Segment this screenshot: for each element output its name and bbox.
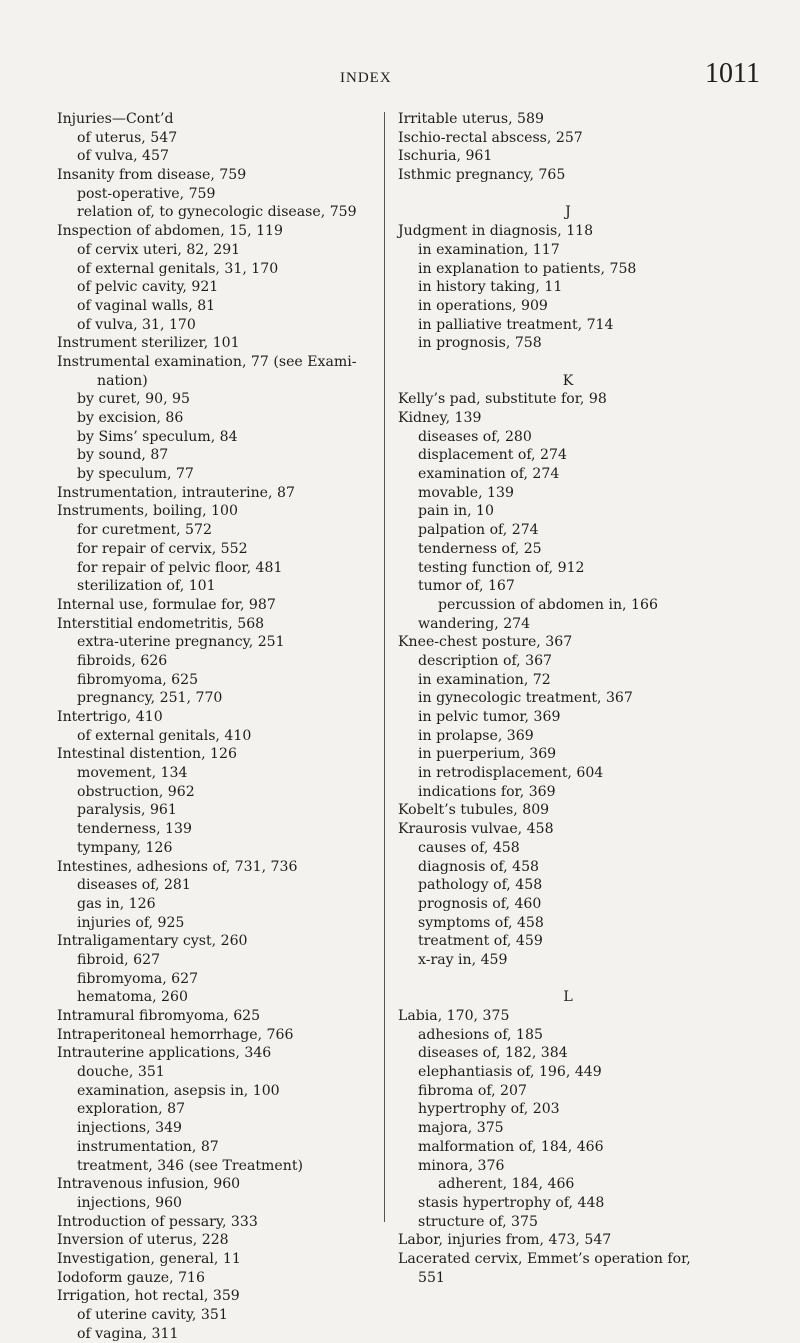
index-subentry: prognosis of, 460	[418, 895, 542, 912]
index-entry: Insanity from disease, 759	[57, 167, 247, 184]
index-entry: Inspection of abdomen, 15, 119	[57, 223, 283, 240]
index-entry: Labor, injuries from, 473, 547	[398, 1232, 612, 1249]
index-subentry: in puerperium, 369	[418, 746, 557, 763]
index-entry: Intestines, adhesions of, 731, 736	[57, 858, 298, 875]
index-subentry: wandering, 274	[418, 615, 531, 632]
index-entry: Internal use, formulae for, 987	[57, 596, 276, 613]
index-subentry: by speculum, 77	[77, 466, 194, 483]
index-subentry: in pelvic tumor, 369	[418, 709, 561, 726]
index-subentry: for curetment, 572	[77, 522, 212, 539]
column-divider	[384, 112, 385, 1222]
index-subentry: pain in, 10	[418, 503, 494, 520]
index-subentry: fibroid, 627	[77, 951, 161, 968]
index-subentry: symptoms of, 458	[418, 914, 544, 931]
index-entry: Instrument sterilizer, 101	[57, 335, 240, 352]
index-entry: Ischio-rectal abscess, 257	[398, 129, 583, 146]
index-subentry: of uterus, 547	[77, 129, 178, 146]
index-entry: Instrumentation, intrauterine, 87	[57, 484, 295, 501]
index-subentry: elephantiasis of, 196, 449	[418, 1064, 602, 1081]
index-subentry: in palliative treatment, 714	[418, 316, 614, 333]
index-subentry: by Sims’ speculum, 84	[77, 428, 238, 445]
index-entry: Ischuria, 961	[398, 148, 493, 165]
index-entry: Instruments, boiling, 100	[57, 503, 238, 520]
index-entry: Intrauterine applications, 346	[57, 1045, 272, 1062]
index-subentry: hematoma, 260	[77, 989, 188, 1006]
index-column-right	[398, 110, 768, 1287]
index-subentry: diseases of, 281	[77, 877, 191, 894]
index-subentry: of uterine cavity, 351	[77, 1307, 228, 1323]
index-subentry: causes of, 458	[418, 839, 520, 856]
index-subentry: extra-uterine pregnancy, 251	[77, 634, 285, 651]
index-subentry: of vulva, 31, 170	[77, 316, 196, 333]
index-subentry: examination of, 274	[418, 466, 560, 483]
index-subentry: of external genitals, 410	[77, 727, 252, 744]
index-subentry: exploration, 87	[77, 1101, 186, 1118]
index-subentry: fibroma of, 207	[418, 1082, 527, 1099]
index-subentry: by sound, 87	[77, 447, 169, 464]
index-subentry: instrumentation, 87	[77, 1138, 219, 1155]
index-subentry: pregnancy, 251, 770	[77, 690, 223, 707]
index-subentry: in operations, 909	[418, 297, 548, 314]
index-subentry: treatment of, 459	[418, 933, 543, 950]
index-subentry: adhesions of, 185	[418, 1026, 543, 1043]
index-subentry: movement, 134	[77, 765, 188, 782]
section-letter: J	[565, 204, 571, 221]
index-entry: Intraperitoneal hemorrhage, 766	[57, 1026, 294, 1043]
index-subentry: of vulva, 457	[77, 148, 169, 165]
index-entry: Interstitial endometritis, 568	[57, 615, 265, 632]
index-entry: Intertrigo, 410	[57, 709, 163, 725]
index-entry: Lacerated cervix, Emmet’s operation for,	[398, 1250, 691, 1267]
index-entry: Labia, 170, 375	[398, 1008, 510, 1025]
index-subentry: by excision, 86	[77, 410, 184, 426]
index-entry: Intramural fibromyoma, 625	[57, 1008, 261, 1024]
index-subentry: paralysis, 961	[77, 802, 177, 819]
index-subentry: in prolapse, 369	[418, 727, 534, 744]
index-subentry: fibromyoma, 627	[77, 970, 199, 987]
index-subentry: injections, 349	[77, 1120, 183, 1137]
index-subentry: pathology of, 458	[418, 877, 543, 894]
index-subentry: structure of, 375	[418, 1213, 538, 1230]
index-subentry: testing function of, 912	[418, 559, 585, 576]
index-entry: Kidney, 139	[398, 410, 482, 427]
index-subentry: 551	[418, 1269, 445, 1286]
index-subentry: by curet, 90, 95	[77, 391, 190, 408]
index-subentry: post-operative, 759	[77, 185, 216, 202]
index-entry: Inversion of uterus, 228	[57, 1232, 229, 1249]
index-subentry: for repair of pelvic floor, 481	[77, 559, 283, 576]
index-subentry: description of, 367	[418, 652, 553, 669]
index-entry: Injuries—Cont’d	[57, 111, 174, 127]
spacer	[398, 185, 768, 204]
index-entry: Instrumental examination, 77 (see Exami-	[57, 353, 357, 370]
index-subentry: sterilization of, 101	[77, 578, 216, 595]
index-subentry: injections, 960	[77, 1194, 183, 1211]
index-entry: Intestinal distention, 126	[57, 746, 237, 763]
index-subentry: diseases of, 280	[418, 428, 532, 445]
index-subentry: injuries of, 925	[77, 914, 185, 931]
index-subentry: tympany, 126	[77, 839, 173, 856]
index-subentry: x-ray in, 459	[418, 951, 508, 968]
section-letter: L	[563, 989, 573, 1006]
index-subentry: relation of, to gynecologic disease, 759	[77, 204, 357, 221]
page-number: 1011	[705, 58, 760, 89]
index-subentry: in explanation to patients, 758	[418, 260, 637, 277]
index-subentry: tenderness, 139	[77, 821, 192, 838]
index-entry: Isthmic pregnancy, 765	[398, 167, 566, 184]
index-subentry: in gynecologic treatment, 367	[418, 690, 633, 707]
index-subentry: stasis hypertrophy of, 448	[418, 1194, 605, 1211]
spacer	[398, 970, 768, 989]
index-subentry: fibromyoma, 625	[77, 671, 199, 688]
index-subentry: in examination, 72	[418, 671, 551, 688]
index-entry: Judgment in diagnosis, 118	[398, 223, 594, 240]
index-subentry: of external genitals, 31, 170	[77, 260, 279, 277]
index-subentry: tumor of, 167	[418, 578, 515, 595]
index-entry: Intravenous infusion, 960	[57, 1176, 241, 1193]
index-subentry: adherent, 184, 466	[438, 1176, 575, 1193]
index-subentry: indications for, 369	[418, 783, 556, 800]
index-entry: Kobelt’s tubules, 809	[398, 802, 550, 819]
index-subentry: in retrodisplacement, 604	[418, 765, 604, 782]
page-header	[0, 58, 800, 100]
index-subentry: obstruction, 962	[77, 783, 195, 800]
running-head-title: INDEX	[340, 70, 392, 86]
index-subentry: of pelvic cavity, 921	[77, 279, 219, 296]
index-subentry: movable, 139	[418, 484, 514, 501]
index-subentry: palpation of, 274	[418, 522, 539, 539]
index-entry: Irritable uterus, 589	[398, 111, 544, 127]
index-entry: Investigation, general, 11	[57, 1250, 241, 1267]
index-entry: Irrigation, hot rectal, 359	[57, 1288, 240, 1305]
index-subentry: majora, 375	[418, 1120, 504, 1137]
index-subentry: for repair of cervix, 552	[77, 540, 248, 557]
index-subentry: gas in, 126	[77, 895, 156, 912]
section-letter: K	[562, 372, 574, 389]
index-subentry: of vaginal walls, 81	[77, 297, 216, 314]
index-subentry: minora, 376	[418, 1157, 505, 1174]
index-entry: Knee-chest posture, 367	[398, 634, 573, 651]
index-entry: Kelly’s pad, substitute for, 98	[398, 391, 607, 408]
index-subentry: douche, 351	[77, 1064, 165, 1081]
index-subentry: tenderness of, 25	[418, 540, 542, 557]
index-subentry: in prognosis, 758	[418, 335, 542, 352]
index-entry: Kraurosis vulvae, 458	[398, 821, 554, 838]
index-subentry: hypertrophy of, 203	[418, 1101, 560, 1118]
index-subentry: of cervix uteri, 82, 291	[77, 241, 241, 258]
index-subentry: of vagina, 311	[77, 1325, 179, 1342]
index-subentry: treatment, 346 (see Treatment)	[77, 1157, 303, 1174]
index-subentry: percussion of abdomen in, 166	[438, 596, 658, 613]
index-subentry: diseases of, 182, 384	[418, 1045, 568, 1062]
index-subentry: in examination, 117	[418, 241, 560, 258]
index-subentry: fibroids, 626	[77, 652, 168, 669]
index-entry: Iodoform gauze, 716	[57, 1269, 205, 1286]
index-subentry: displacement of, 274	[418, 447, 567, 464]
index-subentry: examination, asepsis in, 100	[77, 1082, 280, 1099]
index-subentry: malformation of, 184, 466	[418, 1138, 604, 1155]
index-subentry: diagnosis of, 458	[418, 858, 540, 875]
index-column-left	[57, 110, 377, 1343]
index-subentry: nation)	[97, 372, 148, 389]
spacer	[398, 353, 768, 372]
index-subentry: in history taking, 11	[418, 279, 563, 296]
index-entry: Intraligamentary cyst, 260	[57, 933, 248, 950]
index-entry: Introduction of pessary, 333	[57, 1213, 258, 1230]
